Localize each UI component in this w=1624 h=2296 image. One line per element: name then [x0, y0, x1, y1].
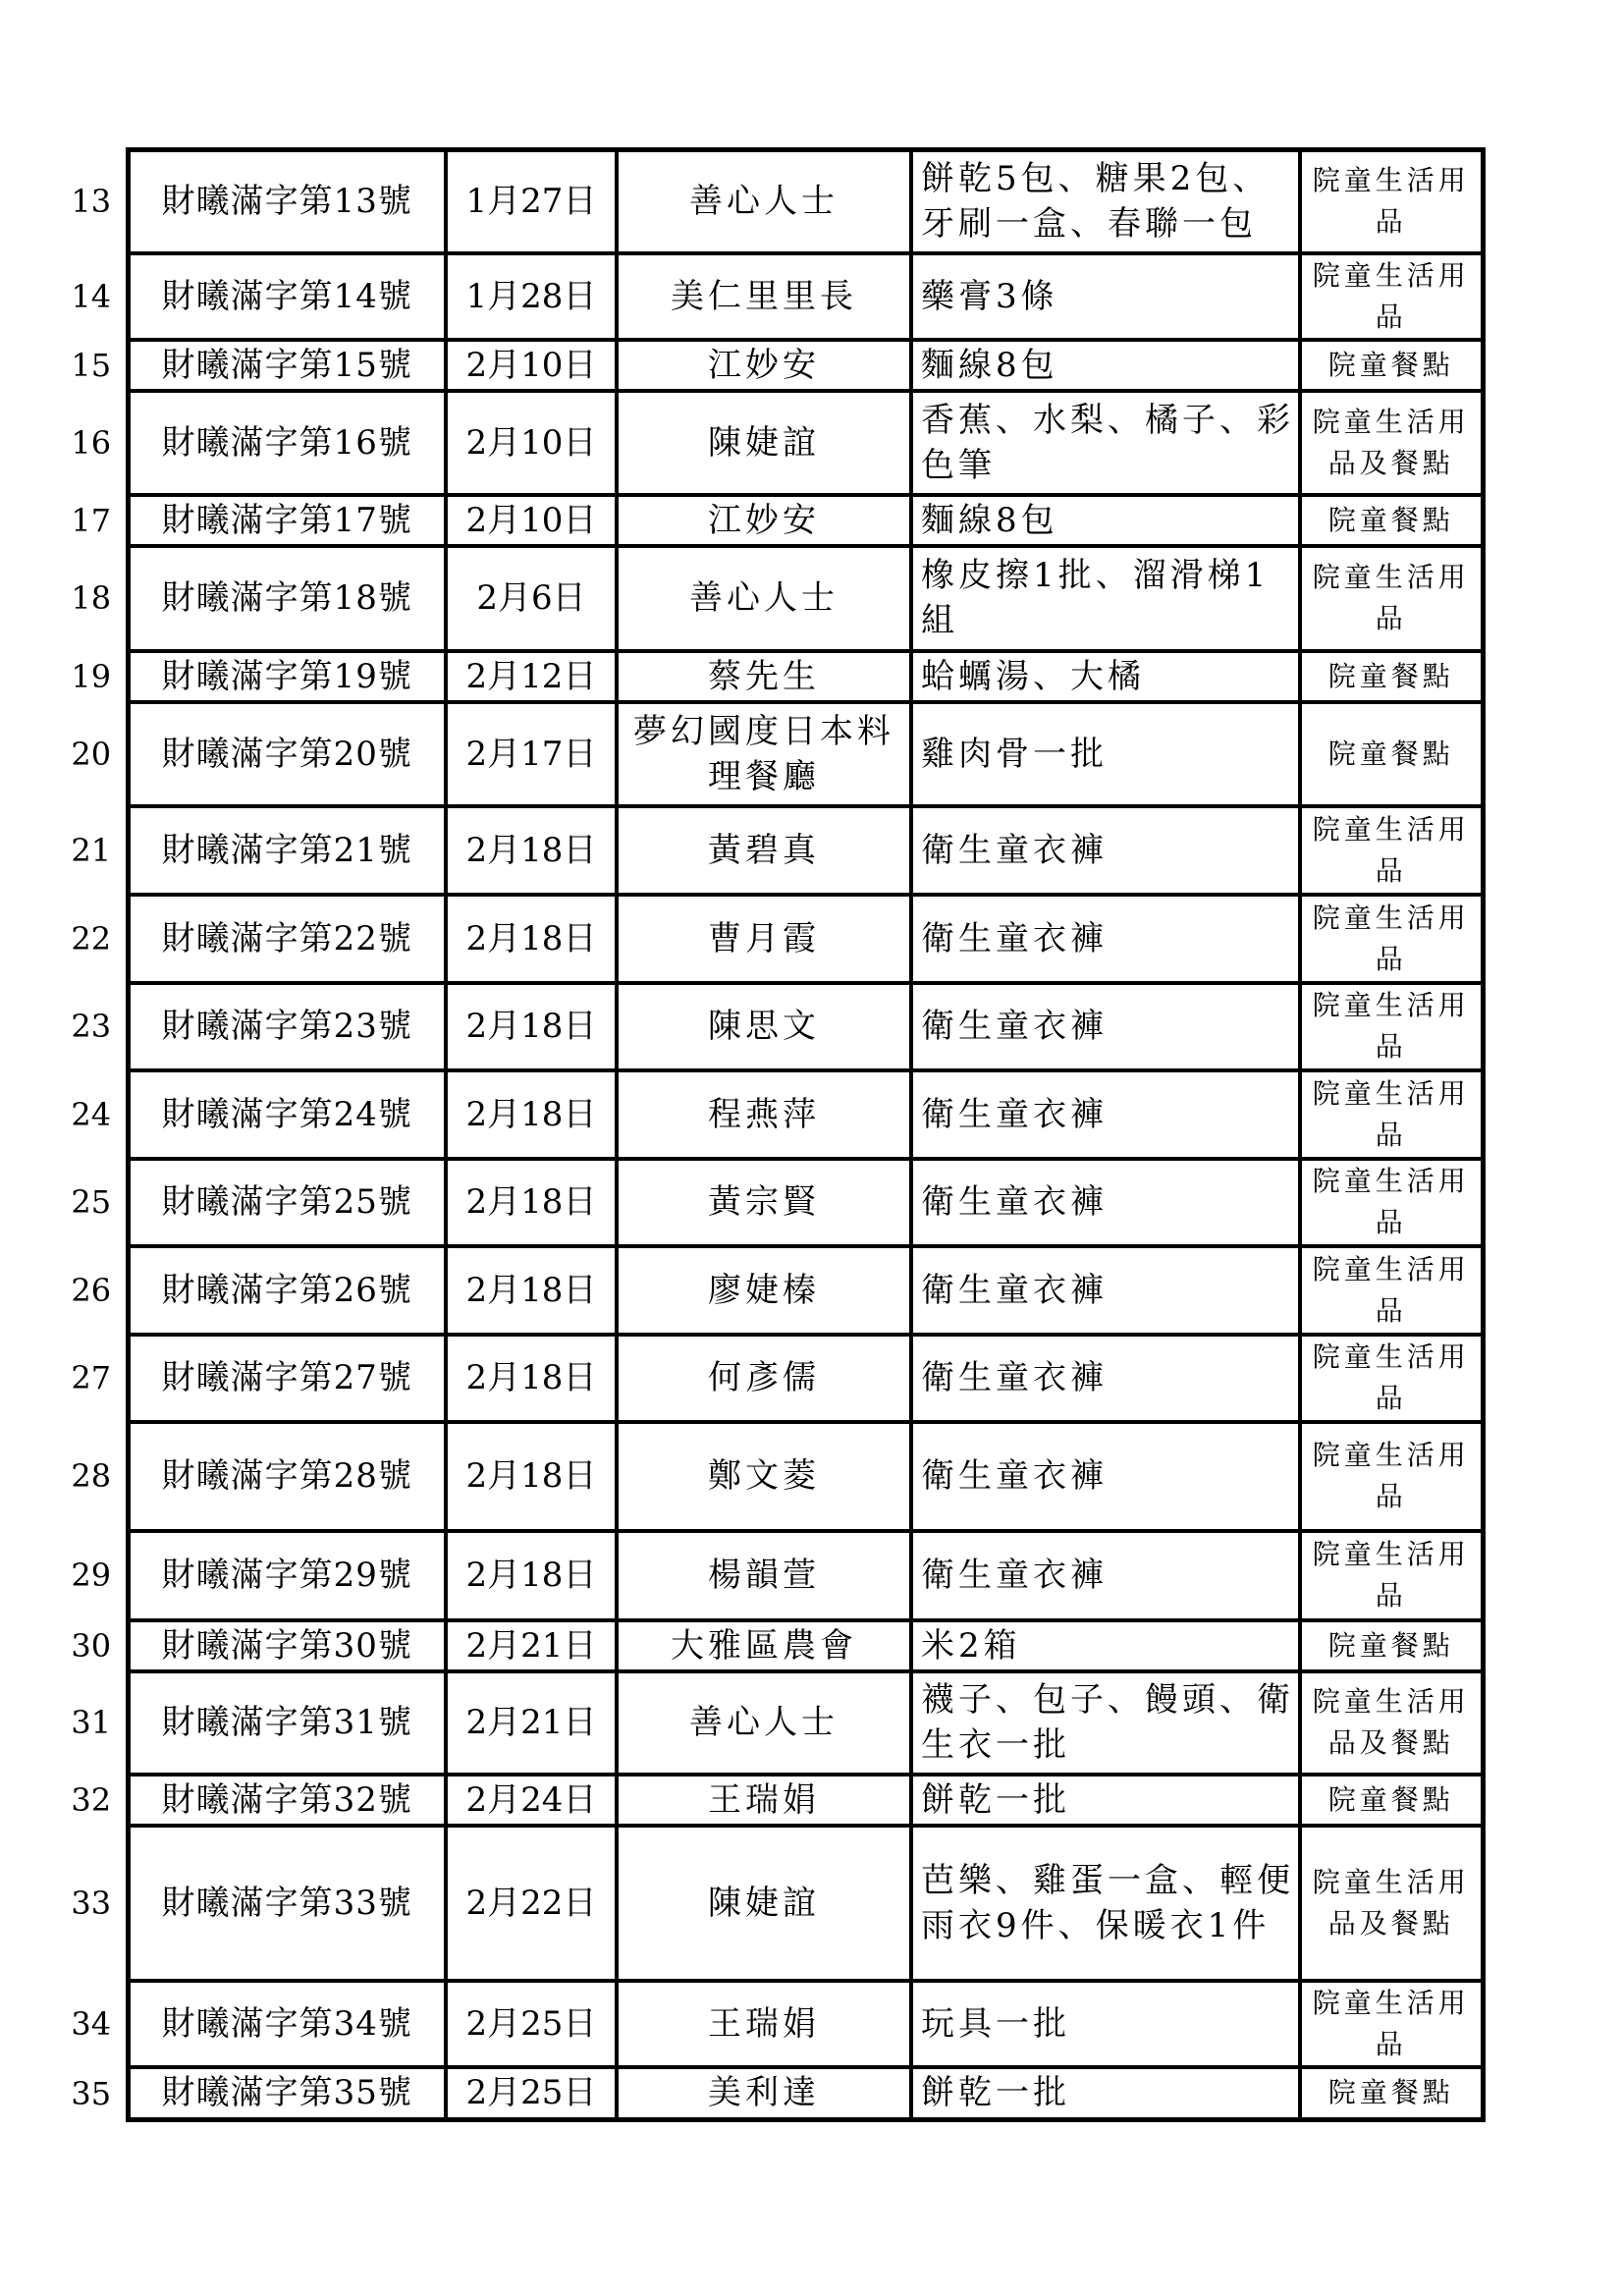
donated-items: 餅乾一批: [911, 2067, 1300, 2120]
donor-name: 鄭文菱: [617, 1422, 911, 1531]
receipt-number: 財曦滿字第25號: [128, 1159, 446, 1246]
donation-purpose: 院童生活用品: [1300, 150, 1483, 253]
receipt-number: 財曦滿字第23號: [128, 983, 446, 1070]
donor-name: 程燕萍: [617, 1070, 911, 1159]
table-row: [57, 340, 1483, 391]
donated-items: 衛生童衣褲: [911, 1335, 1300, 1422]
donation-date: 2月24日: [446, 1775, 617, 1826]
donated-items: 衛生童衣褲: [911, 1531, 1300, 1620]
donation-date: 2月18日: [446, 1246, 617, 1335]
receipt-number: 財曦滿字第16號: [128, 391, 446, 495]
donation-purpose: 院童餐點: [1300, 2067, 1483, 2120]
donation-table: [57, 147, 1486, 2122]
donated-items: 衛生童衣褲: [911, 895, 1300, 983]
donation-purpose: 院童餐點: [1300, 651, 1483, 702]
donor-name: 善心人士: [617, 1671, 911, 1775]
donated-items: 麵線8包: [911, 495, 1300, 546]
donation-purpose: 院童生活用品: [1300, 253, 1483, 340]
receipt-number: 財曦滿字第15號: [128, 340, 446, 391]
donation-purpose: 院童生活用品及餐點: [1300, 1826, 1483, 1981]
donor-name: 何彥儒: [617, 1335, 911, 1422]
row-index: 22: [71, 919, 112, 957]
donation-date: 2月18日: [446, 1531, 617, 1620]
donation-date: 2月18日: [446, 983, 617, 1070]
table-row: [57, 895, 1483, 983]
donor-name: 王瑞娟: [617, 1775, 911, 1826]
donor-name: 曹月霞: [617, 895, 911, 983]
donation-date: 2月10日: [446, 340, 617, 391]
receipt-number: 財曦滿字第33號: [128, 1826, 446, 1981]
table-row: [57, 1246, 1483, 1335]
donation-date: 2月21日: [446, 1671, 617, 1775]
donation-purpose: 院童生活用品: [1300, 806, 1483, 895]
donation-date: 2月21日: [446, 1620, 617, 1671]
donation-purpose: 院童生活用品: [1300, 1531, 1483, 1620]
donation-table-body: [57, 150, 1483, 2120]
donation-purpose: 院童生活用品及餐點: [1300, 391, 1483, 495]
table-row: [57, 1826, 1483, 1981]
donated-items: 藥膏3條: [911, 253, 1300, 340]
row-index: 35: [71, 2074, 112, 2112]
donated-items: 襪子、包子、饅頭、衛生衣一批: [911, 1671, 1300, 1775]
table-row: [57, 150, 1483, 253]
row-index: 16: [71, 423, 112, 462]
receipt-number: 財曦滿字第30號: [128, 1620, 446, 1671]
donation-date: 2月25日: [446, 2067, 617, 2120]
donation-purpose: 院童餐點: [1300, 495, 1483, 546]
table-row: [57, 1671, 1483, 1775]
donor-name: 美仁里里長: [617, 253, 911, 340]
donor-name: 黃宗賢: [617, 1159, 911, 1246]
donor-name: 王瑞娟: [617, 1981, 911, 2067]
donated-items: 玩具一批: [911, 1981, 1300, 2067]
donation-date: 1月28日: [446, 253, 617, 340]
donation-date: 2月22日: [446, 1826, 617, 1981]
donation-date: 2月10日: [446, 391, 617, 495]
donated-items: 衛生童衣褲: [911, 983, 1300, 1070]
receipt-number: 財曦滿字第18號: [128, 546, 446, 651]
row-index: 30: [71, 1626, 112, 1665]
donated-items: 麵線8包: [911, 340, 1300, 391]
row-index: 14: [71, 277, 112, 315]
receipt-number: 財曦滿字第31號: [128, 1671, 446, 1775]
receipt-number: 財曦滿字第34號: [128, 1981, 446, 2067]
table-row: [57, 651, 1483, 702]
donation-purpose: 院童生活用品: [1300, 546, 1483, 651]
donor-name: 美利達: [617, 2067, 911, 2120]
row-index: 23: [71, 1008, 112, 1045]
donor-name: 黃碧真: [617, 806, 911, 895]
donation-purpose: 院童餐點: [1300, 1775, 1483, 1826]
table-row: [57, 1981, 1483, 2067]
donated-items: 橡皮擦1批、溜滑梯1組: [911, 546, 1300, 651]
receipt-number: 財曦滿字第21號: [128, 806, 446, 895]
table-row: [57, 495, 1483, 546]
receipt-number: 財曦滿字第22號: [128, 895, 446, 983]
donor-name: 大雅區農會: [617, 1620, 911, 1671]
donor-name: 陳思文: [617, 983, 911, 1070]
donated-items: 餅乾一批: [911, 1775, 1300, 1826]
row-index: 20: [71, 735, 112, 773]
row-index: 21: [71, 831, 112, 869]
donation-purpose: 院童餐點: [1300, 340, 1483, 391]
receipt-number: 財曦滿字第17號: [128, 495, 446, 546]
table-row: [57, 1620, 1483, 1671]
donor-name: 廖婕榛: [617, 1246, 911, 1335]
row-index: 25: [71, 1183, 112, 1221]
receipt-number: 財曦滿字第19號: [128, 651, 446, 702]
donated-items: 蛤蠣湯、大橘: [911, 651, 1300, 702]
donation-date: 2月18日: [446, 1159, 617, 1246]
donation-purpose: 院童生活用品: [1300, 1070, 1483, 1159]
donated-items: 衛生童衣褲: [911, 806, 1300, 895]
table-row: [57, 702, 1483, 806]
table-row: [57, 1070, 1483, 1159]
table-row: [57, 546, 1483, 651]
donation-purpose: 院童生活用品: [1300, 1981, 1483, 2067]
receipt-number: 財曦滿字第26號: [128, 1246, 446, 1335]
donation-purpose: 院童生活用品: [1300, 1246, 1483, 1335]
donation-date: 2月12日: [446, 651, 617, 702]
row-index: 27: [71, 1359, 112, 1396]
table-row: [57, 1531, 1483, 1620]
donor-name: 楊韻萱: [617, 1531, 911, 1620]
table-row: [57, 806, 1483, 895]
donation-purpose: 院童生活用品及餐點: [1300, 1671, 1483, 1775]
row-index: 15: [71, 346, 112, 384]
receipt-number: 財曦滿字第13號: [128, 150, 446, 253]
donation-purpose: 院童生活用品: [1300, 983, 1483, 1070]
row-index: 17: [71, 501, 112, 539]
donation-date: 2月10日: [446, 495, 617, 546]
donor-name: 陳婕誼: [617, 391, 911, 495]
table-row: [57, 1422, 1483, 1531]
table-row: [57, 1335, 1483, 1422]
donated-items: 米2箱: [911, 1620, 1300, 1671]
donor-name: 蔡先生: [617, 651, 911, 702]
receipt-number: 財曦滿字第28號: [128, 1422, 446, 1531]
donation-date: 2月17日: [446, 702, 617, 806]
table-row: [57, 1775, 1483, 1826]
donated-items: 香蕉、水梨、橘子、彩色筆: [911, 391, 1300, 495]
donated-items: 衛生童衣褲: [911, 1159, 1300, 1246]
donated-items: 芭樂、雞蛋一盒、輕便雨衣9件、保暖衣1件: [911, 1826, 1300, 1981]
receipt-number: 財曦滿字第29號: [128, 1531, 446, 1620]
donor-name: 江妙安: [617, 340, 911, 391]
row-index: 18: [71, 579, 112, 617]
donor-name: 陳婕誼: [617, 1826, 911, 1981]
receipt-number: 財曦滿字第35號: [128, 2067, 446, 2120]
donation-date: 2月18日: [446, 1070, 617, 1159]
row-index: 34: [71, 2004, 112, 2043]
donation-purpose: 院童餐點: [1300, 702, 1483, 806]
donor-name: 夢幻國度日本料理餐廳: [617, 702, 911, 806]
donation-date: 2月18日: [446, 1335, 617, 1422]
donation-date: 2月18日: [446, 1422, 617, 1531]
donation-purpose: 院童生活用品: [1300, 895, 1483, 983]
donation-date: 2月18日: [446, 895, 617, 983]
row-index: 32: [71, 1780, 112, 1819]
donation-purpose: 院童餐點: [1300, 1620, 1483, 1671]
table-row: [57, 253, 1483, 340]
donation-purpose: 院童生活用品: [1300, 1159, 1483, 1246]
row-index: 31: [71, 1704, 112, 1741]
donor-name: 善心人士: [617, 150, 911, 253]
donation-purpose: 院童生活用品: [1300, 1422, 1483, 1531]
receipt-number: 財曦滿字第24號: [128, 1070, 446, 1159]
row-index: 19: [71, 657, 112, 695]
receipt-number: 財曦滿字第32號: [128, 1775, 446, 1826]
donation-date: 1月27日: [446, 150, 617, 253]
row-index: 28: [71, 1457, 112, 1495]
receipt-number: 財曦滿字第14號: [128, 253, 446, 340]
donation-date: 2月18日: [446, 806, 617, 895]
donated-items: 衛生童衣褲: [911, 1246, 1300, 1335]
donated-items: 衛生童衣褲: [911, 1422, 1300, 1531]
donation-date: 2月6日: [446, 546, 617, 651]
row-index: 33: [71, 1884, 112, 1922]
donation-date: 2月25日: [446, 1981, 617, 2067]
donated-items: 衛生童衣褲: [911, 1070, 1300, 1159]
table-row: [57, 2067, 1483, 2120]
table-row: [57, 391, 1483, 495]
donation-purpose: 院童生活用品: [1300, 1335, 1483, 1422]
donated-items: 雞肉骨一批: [911, 702, 1300, 806]
donated-items: 餅乾5包、糖果2包、牙刷一盒、春聯一包: [911, 150, 1300, 253]
donor-name: 善心人士: [617, 546, 911, 651]
table-row: [57, 983, 1483, 1070]
receipt-number: 財曦滿字第27號: [128, 1335, 446, 1422]
row-index: 24: [71, 1095, 112, 1133]
row-index: 29: [71, 1557, 112, 1594]
donor-name: 江妙安: [617, 495, 911, 546]
table-row: [57, 1159, 1483, 1246]
row-index: 26: [71, 1271, 112, 1309]
receipt-number: 財曦滿字第20號: [128, 702, 446, 806]
row-index: 13: [71, 183, 112, 220]
